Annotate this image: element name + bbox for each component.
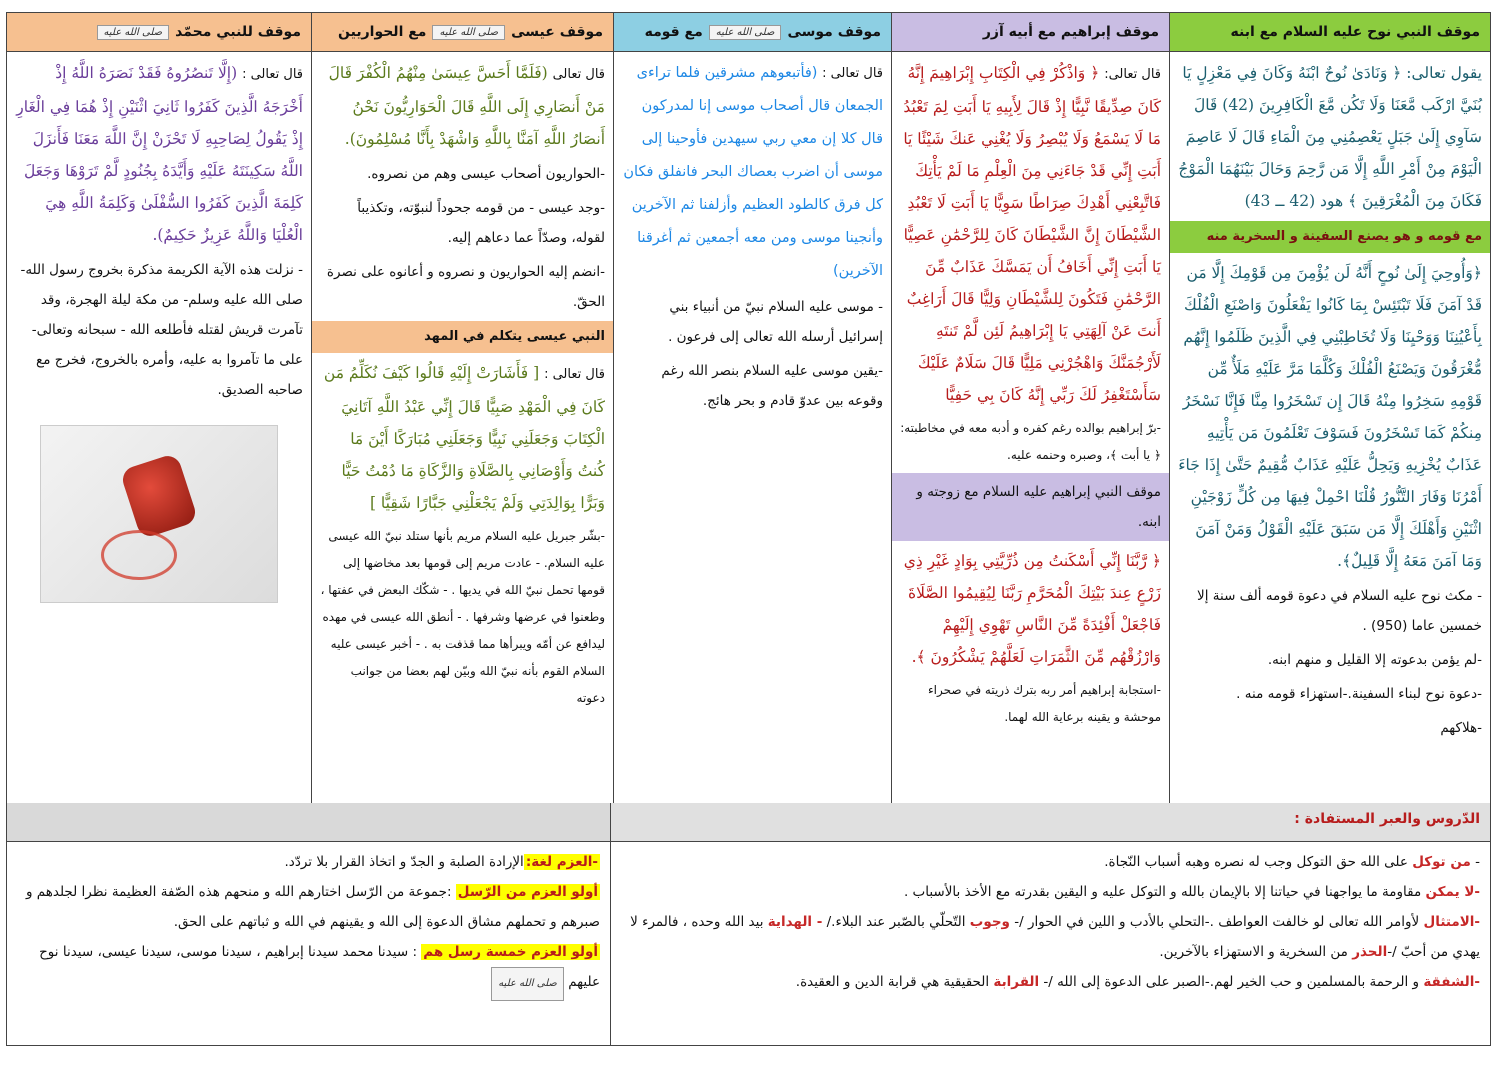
ibrahim-label: قال تعالى: [1104, 67, 1161, 82]
azm-def-3-term: أولو العزم خمسة رسل هم [423, 944, 598, 960]
column-ibrahim [891, 51, 1169, 803]
header-noah-text: موقف النبي نوح عليه السلام مع ابنه [1230, 24, 1480, 40]
header-musa-text-a: موقف موسى [787, 24, 881, 40]
lesson-1-prefix: - [1470, 854, 1480, 870]
azm-def-3 [17, 937, 600, 1001]
header-musa [613, 13, 891, 51]
lesson-4-text: و الرحمة بالمسلمين و حب الخير لهم.-الصبر على الدعوة إلى الله /- [1039, 974, 1424, 990]
lesson-sheet [6, 12, 1491, 1046]
lesson-1-text: على الله حق التوكل وجب له نصره وهبه أسباب النّجاة. [1104, 854, 1413, 870]
lesson-2-key: -لا يمكن [1425, 884, 1480, 900]
column-muhammad [7, 51, 311, 803]
stamp-image [40, 425, 278, 603]
muhammad-verse [15, 57, 303, 251]
lesson-3-key-4: الحذر [1352, 944, 1388, 960]
lessons-title-band [7, 803, 1490, 842]
azm-def-1-text: الإرادة الصلبة و الجدّ و اتخاذ القرار بلا تردّد. [284, 854, 524, 870]
noah-note-1: - مكث نوح عليه السلام في دعوة قومه ألف سنة إلا خمسين عاما (950) . [1197, 588, 1482, 634]
ibrahim-verse-text: ﴿ وَاذْكُرْ فِي الْكِتَابِ إِبْرَاهِيمَ إِنَّهُ كَانَ صِدِّيقًا نَّبِيًّا إِذْ قَالَ لِأَبِيهِ يَا أَبَتِ لِمَ تَعْبُدُ مَا لَا يَسْمَعُ وَلَا يُبْصِرُ وَلَا يُغْنِي عَنكَ شَيْئًا يَا أَبَتِ إِنِّي قَدْ جَاءَنِي مِنَ الْعِلْمِ مَا لَمْ يَأْتِكَ فَاتَّبِعْنِي أَهْدِكَ صِرَاطًا سَوِيًّا يَا أَبَتِ لَا تَعْبُدِ الشَّيْطَانَ إِنَّ الشَّيْطَانَ كَانَ لِلرَّحْمَٰنِ عَصِيًّا يَا أَبَتِ إِنِّي أَخَافُ أَن يَمَسَّكَ عَذَابٌ مِّنَ الرَّحْمَٰنِ فَتَكُونَ لِلشَّيْطَانِ وَلِيًّا قَالَ أَرَاغِبٌ أَنتَ عَنْ آلِهَتِي يَا إِبْرَاهِيمُ لَئِن لَّمْ تَنتَهِ لَأَرْجُمَنَّكَ وَاهْجُرْنِي مَلِيًّا قَالَ سَلَامٌ عَلَيْكَ سَأَسْتَغْفِرُ لَكَ رَبِّي إِنَّهُ كَانَ بِي حَفِيًّا [903, 64, 1161, 404]
isa-verse-2 [320, 357, 605, 519]
lesson-1 [621, 847, 1480, 877]
lesson-2 [621, 877, 1480, 907]
isa-note-1: -الحواريون أصحاب عيسى وهم من نصروه. [367, 166, 605, 182]
musa-verse [622, 57, 883, 288]
bottom-row [7, 841, 1490, 1045]
muhammad-note: - نزلت هذه الآية الكريمة مذكرة بخروج رسول الله- صلى الله عليه وسلم- من مكة ليلة الهجرة، وقد تآمرت قريش لقتله فأطلعه الله - سبحانه وتعالى- على ما تآمروا به عليه، وأمره بالخروج، فخرج مع صاحبه الصديق. [20, 262, 303, 398]
musa-note-2: -يقين موسى عليه السلام بنصر الله رغم وقوعه بين عدوّ قادم و بحر هائج. [661, 363, 883, 409]
azm-def-2-text: :جموعة من الرّسل اختارهم الله و منحهم هذه الصّفة العظيمة نظرا لجلدهم و صبرهم و تحملهم مشاق الدعوة إلى الله و يقينهم في الله و ثباتهم على الحق. [25, 884, 600, 930]
ibrahim-verse-2: ﴿ رَّبَّنَا إِنِّي أَسْكَنتُ مِن ذُرِّيَّتِي بِوَادٍ غَيْرِ ذِي زَرْعٍ عِندَ بَيْتِكَ الْمُحَرَّمِ رَبَّنَا لِيُقِيمُوا الصَّلَاةَ فَاجْعَلْ أَفْئِدَةً مِّنَ النَّاسِ تَهْوِي إِلَيْهِمْ وَارْزُقْهُم مِّنَ الثَّمَرَاتِ لَعَلَّهُمْ يَشْكُرُونَ ﴾. [903, 552, 1161, 666]
stamp-imprint-icon [101, 530, 177, 580]
lesson-3-text-2: التّحلّي بالصّبر عند البلاء./ [822, 914, 970, 930]
musa-label: قال تعالى : [822, 66, 883, 81]
header-isa-text-b: مع الحواريين [338, 24, 427, 40]
seal-icon: صلى الله عليه [491, 967, 564, 1001]
isa-verse-2-text: [ فَأَشَارَتْ إِلَيْهِ قَالُوا كَيْفَ نُكَلِّمُ مَن كَانَ فِي الْمَهْدِ صَبِيًّا قَالَ إِنِّي عَبْدُ اللَّهِ آتَانِيَ الْكِتَابَ وَجَعَلَنِي نَبِيًّا وَجَعَلَنِي مُبَارَكًا أَيْنَ مَا كُنتُ وَأَوْصَانِي بِالصَّلَاةِ وَالزَّكَاةِ مَا دُمْتُ حَيًّا وَبَرًّا بِوَالِدَتِي وَلَمْ يَجْعَلْنِي جَبَّارًا شَقِيًّا ] [323, 364, 605, 512]
lesson-3-key: -الامتثال [1423, 914, 1480, 930]
isa-subhead: النبي عيسى يتكلم في المهد [312, 321, 613, 353]
noah-note-3: -دعوة نوح لبناء السفينة.-استهزاء قومه منه . [1236, 686, 1482, 702]
musa-note-1: - موسى عليه السلام نبيّ من أنبياء بني إسرائيل أرسله الله تعالى إلى فرعون . [668, 299, 883, 345]
ibrahim-verse [900, 57, 1161, 411]
header-muhammad [7, 13, 311, 51]
lesson-3-text: لأوامر الله تعالى لو خالفت العواطف .-التحلي بالأدب و اللين في الحوار /- [1009, 914, 1424, 930]
header-isa-text-a: موقف عيسى [511, 24, 603, 40]
lesson-4 [621, 967, 1480, 997]
column-noah [1169, 51, 1490, 803]
seal-icon: صلى الله عليه [432, 25, 505, 40]
azm-def-1-term: -العزم لغة: [525, 854, 598, 870]
azm-def-3-text: : سيدنا محمد سيدنا إبراهيم ، سيدنا موسى، سيدنا عيسى، سيدنا نوح عليهم [39, 944, 600, 990]
noah-ark-verse: ﴿وَأُوحِيَ إِلَىٰ نُوحٍ أَنَّهُ لَن يُؤْمِنَ مِن قَوْمِكَ إِلَّا مَن قَدْ آمَنَ فَلَا تَبْتَئِسْ بِمَا كَانُوا يَفْعَلُونَ وَاصْنَعِ الْفُلْكَ بِأَعْيُنِنَا وَوَحْيِنَا وَلَا تُخَاطِبْنِي فِي الَّذِينَ ظَلَمُوا إِنَّهُم مُّغْرَقُونَ وَيَصْنَعُ الْفُلْكَ وَكُلَّمَا مَرَّ عَلَيْهِ مَلَأٌ مِّن قَوْمِهِ سَخِرُوا مِنْهُ قَالَ إِن تَسْخَرُوا مِنَّا فَإِنَّا نَسْخَرُ مِنكُمْ كَمَا تَسْخَرُونَ فَسَوْفَ تَعْلَمُونَ مَن يَأْتِيهِ عَذَابٌ يُخْزِيهِ وَيَحِلُّ عَلَيْهِ عَذَابٌ مُّقِيمٌ حَتَّىٰ إِذَا جَاءَ أَمْرُنَا وَفَارَ التَّنُّورُ قُلْنَا احْمِلْ فِيهَا مِن كُلٍّ زَوْجَيْنِ اثْنَيْنِ وَأَهْلَكَ إِلَّا مَن سَبَقَ عَلَيْهِ الْقَوْلُ وَمَنْ آمَنَ وَمَا آمَنَ مَعَهُ إِلَّا قَلِيلٌ﴾. [1178, 264, 1482, 570]
muhammad-label: قال تعالى : [242, 67, 303, 82]
header-row [7, 13, 1490, 52]
lesson-3-key-2: وجوب [969, 914, 1010, 930]
isa-note-2: -وجد عيسى - من قومه جحوداً لنبوّته، وتكذيباً لقوله، وصدّاً عما دعاهم إليه. [357, 200, 605, 246]
lesson-1-key: من توكل [1412, 854, 1471, 870]
lesson-3 [621, 907, 1480, 967]
isa-label-2: قال تعالى : [544, 367, 605, 382]
musa-verse-text: (فأتبعوهم مشرقين فلما تراءى الجمعان قال أصحاب موسى إنا لمدركون قال كلا إن معي ربي سيهدين فأوحينا إلى موسى أن اضرب بعصاك البحر فانفلق فكان كل فرق كالطود العظيم وأزلفنا ثم الآخرين وأنجينا موسى ومن معه أجمعين ثم أغرقنا الآخرين) [623, 65, 883, 279]
seal-icon: صلى الله عليه [709, 25, 782, 40]
ibrahim-note: -برّ إبراهيم بوالده رغم كفره و أدبه معه في مخاطبته: ﴿ يا أبت ﴾، وصبره وحنمه عليه. [900, 421, 1161, 462]
isa-note: -بشّر جبريل عليه السلام مريم بأنها ستلد نبيّ الله عيسى عليه السلام. - عادت مريم إلى قومها بعد مخاضها إلى قومها تحمل نبيّ الله في يديها . - شكّك البعض في عفتها ، وطعنوا في عرضها وشرفها . - أنطق الله عيسى في مهده ليدافع عن أمّه ويبرأها مما قذفت به . - أخبر عيسى عليه السلام القوم بأنه نبيّ الله وبيّن لهم بعضا من جوانب دعوته [320, 529, 605, 705]
azm-definitions [7, 841, 610, 1045]
isa-verse [320, 57, 605, 155]
lesson-4-text-2: الحقيقية هي قرابة الدين و العقيدة. [795, 974, 994, 990]
stamp-handle-icon [119, 452, 198, 539]
azm-def-1 [17, 847, 600, 877]
lesson-2-text: مقاومة ما يواجهنا في حياتنا إلا بالإيمان بالله و التوكل عليه و اليقين بقدرته مع الأخذ بالأسباب . [903, 884, 1426, 900]
noah-intro-verse: يقول تعالى: ﴿ وَنَادَىٰ نُوحٌ ابْنَهُ وَكَانَ فِي مَعْزِلٍ يَا بُنَيَّ ارْكَب مَّعَنَا وَلَا تَكُن مَّعَ الْكَافِرِينَ (42) قَالَ سَآوِي إِلَىٰ جَبَلٍ يَعْصِمُنِي مِنَ الْمَاءِ قَالَ لَا عَاصِمَ الْيَوْمَ مِنْ أَمْرِ اللَّهِ إِلَّا مَن رَّحِمَ وَحَالَ بَيْنَهُمَا الْمَوْجُ فَكَانَ مِنَ الْمُغْرَقِينَ ﴾ هود (42 ــ 43) [1178, 64, 1482, 210]
noah-subhead: مع قومه و هو يصنع السفينة و السخرية منه [1170, 221, 1490, 253]
header-ibrahim [891, 13, 1169, 51]
lesson-4-key-2: القرابة [993, 974, 1040, 990]
lesson-3-text-3: بيد الله وحده ، فالمرء لا يهدي من أحبّ /- [630, 914, 1480, 960]
header-muhammad-text: موقف للنبي محمّد [175, 24, 301, 40]
column-isa [311, 51, 613, 803]
lessons-list [610, 841, 1490, 1045]
blank-band [7, 803, 610, 841]
muhammad-verse-text: (إِلَّا تَنصُرُوهُ فَقَدْ نَصَرَهُ اللَّهُ إِذْ أَخْرَجَهُ الَّذِينَ كَفَرُوا ثَانِيَ اثْنَيْنِ إِذْ هُمَا فِي الْغَارِ إِذْ يَقُولُ لِصَاحِبِهِ لَا تَحْزَنْ إِنَّ اللَّهَ مَعَنَا فَأَنزَلَ اللَّهُ سَكِينَتَهُ عَلَيْهِ وَأَيَّدَهُ بِجُنُودٍ لَّمْ تَرَوْهَا وَجَعَلَ كَلِمَةَ الَّذِينَ كَفَرُوا السُّفْلَىٰ وَكَلِمَةُ اللَّهِ هِيَ الْعُلْيَا وَاللَّهُ عَزِيزٌ حَكِيمٌ). [16, 64, 303, 244]
azm-def-2-term: أولو العزم من الرّسل [457, 884, 598, 900]
isa-note-3: -انضم إليه الحواريون و نصروه و أعانوه على نصرة الحقّ. [326, 264, 605, 310]
ibrahim-subhead: موقف النبي إبراهيم عليه السلام مع زوجته و ابنه. [892, 473, 1169, 541]
seal-icon: صلى الله عليه [97, 25, 170, 40]
header-isa [311, 13, 613, 51]
isa-verse-text: (فَلَمَّا أَحَسَّ عِيسَىٰ مِنْهُمُ الْكُفْرَ قَالَ مَنْ أَنصَارِي إِلَى اللَّهِ قَالَ الْحَوَارِيُّونَ نَحْنُ أَنصَارُ اللَّهِ آمَنَّا بِاللَّهِ وَاشْهَدْ بِأَنَّا مُسْلِمُونَ). [328, 64, 605, 148]
lesson-3-key-3: - الهداية [767, 914, 823, 930]
noah-note-4: -هلاكهم [1440, 720, 1482, 736]
noah-note-2: -لم يؤمن بدعوته إلا القليل و منهم ابنه. [1267, 652, 1482, 668]
column-musa [613, 51, 891, 803]
header-noah [1169, 13, 1490, 51]
ibrahim-note-2: -استجابة إبراهيم أمر ربه بترك ذريته في صحراء موحشة و يقينه برعاية الله لهما. [927, 683, 1161, 724]
header-musa-text-b: مع قومه [644, 24, 703, 40]
header-ibrahim-text: موقف إبراهيم مع أبيه آزر [982, 24, 1159, 40]
isa-label: قال تعالى [552, 67, 605, 82]
azm-def-2 [17, 877, 600, 937]
lesson-3-text-4: من السخرية و الاستهزاء بالآخرين. [1159, 944, 1353, 960]
stories-row [7, 51, 1490, 804]
lesson-4-key: -الشفقة [1423, 974, 1480, 990]
lessons-title: الدّروس والعبر المستفادة : [610, 803, 1490, 841]
